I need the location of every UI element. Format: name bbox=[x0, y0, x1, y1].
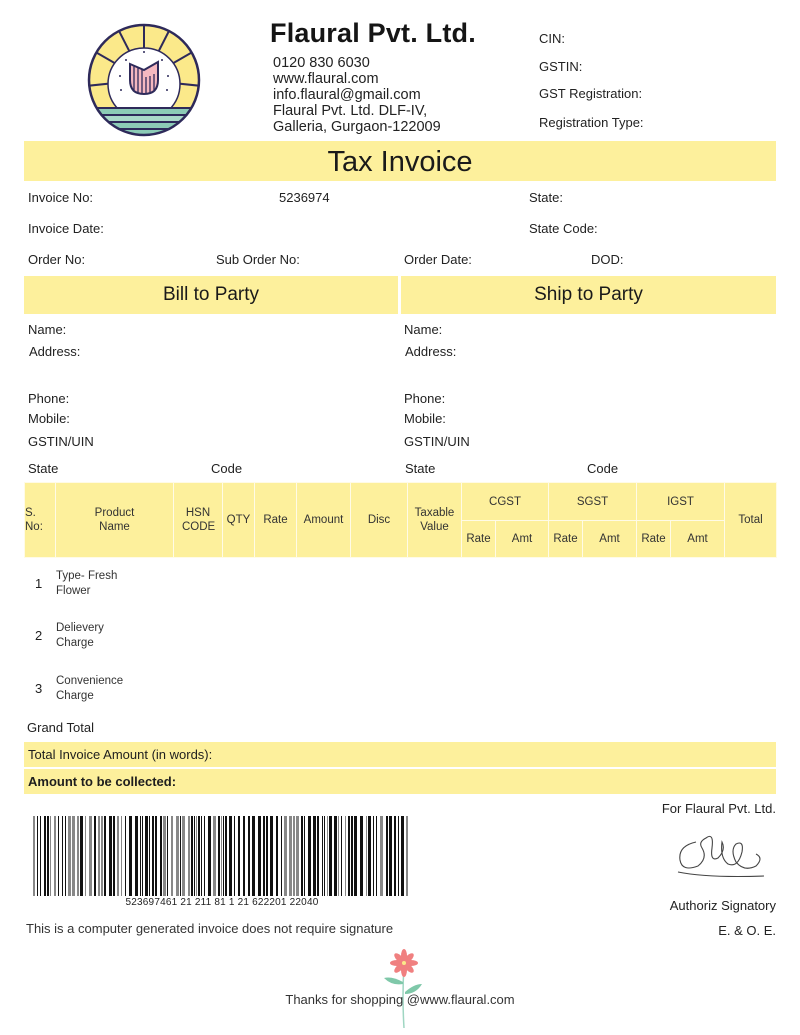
bill-gstin-label: GSTIN/UIN bbox=[28, 434, 94, 449]
bill-mobile-label: Mobile: bbox=[28, 411, 70, 426]
invoice-no-value: 5236974 bbox=[279, 190, 330, 205]
row-product-name: Convenience Charge bbox=[56, 675, 124, 702]
cin-label: CIN: bbox=[539, 31, 565, 46]
sub-order-no-label: Sub Order No: bbox=[216, 252, 300, 267]
company-logo bbox=[86, 22, 202, 138]
items-table-header bbox=[24, 482, 777, 558]
header-igst-amt: Amt bbox=[671, 521, 725, 558]
header-sgst: SGST bbox=[549, 483, 637, 521]
header-sno: S. No: bbox=[25, 483, 56, 558]
header-amount: Amount bbox=[297, 483, 351, 558]
bill-to-heading: Bill to Party bbox=[24, 276, 398, 314]
row-sno: 1 bbox=[35, 576, 43, 591]
state-code-label: State Code: bbox=[529, 221, 598, 236]
amount-to-collect-label: Amount to be collected: bbox=[28, 774, 177, 789]
header-hsn-code: HSN CODE bbox=[174, 483, 223, 558]
header-igst: IGST bbox=[637, 483, 725, 521]
signature bbox=[668, 828, 768, 883]
page-title: Tax Invoice bbox=[24, 141, 776, 181]
gst-registration-label: GST Registration: bbox=[539, 86, 643, 101]
header-disc: Disc bbox=[351, 483, 408, 558]
row-product-name: Delievery Charge bbox=[56, 622, 104, 649]
amount-in-words-label: Total Invoice Amount (in words): bbox=[28, 747, 213, 762]
company-email: info.flaural@gmail.com bbox=[273, 87, 421, 103]
company-name: Flaural Pvt. Ltd. bbox=[270, 18, 476, 48]
invoice-date-label: Invoice Date: bbox=[28, 221, 104, 236]
header-qty: QTY bbox=[223, 483, 255, 558]
eoe-label: E. & O. E. bbox=[718, 923, 776, 938]
barcode-number: 523697461 21 211 81 1 21 622201 22040 bbox=[125, 897, 319, 908]
ship-name-label: Name: bbox=[404, 322, 443, 337]
barcode bbox=[33, 816, 411, 896]
invoice-no-label: Invoice No: bbox=[28, 190, 94, 205]
gstin-label: GSTIN: bbox=[539, 59, 583, 74]
header-cgst-amt: Amt bbox=[496, 521, 549, 558]
row-sno: 2 bbox=[35, 628, 43, 643]
ship-to-heading: Ship to Party bbox=[401, 276, 776, 314]
flower-icon bbox=[382, 946, 426, 1030]
ship-phone-label: Phone: bbox=[404, 391, 446, 406]
ship-mobile-label: Mobile: bbox=[404, 411, 446, 426]
ship-code-label: Code bbox=[587, 461, 619, 476]
bill-phone-label: Phone: bbox=[28, 391, 70, 406]
order-date-label: Order Date: bbox=[404, 252, 472, 267]
for-company-label: For Flaural Pvt. Ltd. bbox=[661, 801, 776, 816]
row-product-name: Type- Fresh Flower bbox=[56, 570, 118, 597]
bill-state-label: State bbox=[28, 461, 59, 476]
header-taxable-value: Taxable Value bbox=[408, 483, 462, 558]
header-total: Total bbox=[725, 483, 777, 558]
company-contact bbox=[273, 55, 441, 135]
company-website: www.flaural.com bbox=[273, 71, 379, 87]
company-phone: 0120 830 6030 bbox=[273, 55, 370, 71]
registration-type-label: Registration Type: bbox=[539, 115, 644, 130]
disclaimer-text: This is a computer generated invoice does not require signature bbox=[26, 921, 394, 936]
amount-in-words-band bbox=[24, 742, 776, 767]
bill-name-label: Name: bbox=[28, 322, 67, 337]
row-sno: 3 bbox=[35, 681, 43, 696]
ship-address-label: Address: bbox=[405, 344, 457, 359]
signature-icon bbox=[668, 828, 768, 883]
company-address-line1: Flaural Pvt. Ltd. DLF-IV, bbox=[273, 103, 428, 119]
header-cgst-rate: Rate bbox=[462, 521, 496, 558]
header-sgst-amt: Amt bbox=[583, 521, 637, 558]
flower-sun-logo-icon bbox=[86, 22, 202, 138]
order-no-label: Order No: bbox=[28, 252, 86, 267]
dod-label: DOD: bbox=[591, 252, 624, 267]
barcode-icon bbox=[33, 816, 411, 896]
state-label: State: bbox=[529, 190, 563, 205]
amount-to-collect-band bbox=[24, 769, 776, 794]
header-sgst-rate: Rate bbox=[549, 521, 583, 558]
bill-code-label: Code bbox=[211, 461, 243, 476]
thanks-message: Thanks for shopping @www.flaural.com bbox=[285, 992, 515, 1007]
company-address-line2: Galleria, Gurgaon-122009 bbox=[273, 119, 441, 135]
header-cgst: CGST bbox=[462, 483, 549, 521]
bill-address-label: Address: bbox=[29, 344, 81, 359]
authorized-signatory-label: Authoriz Signatory bbox=[669, 898, 776, 913]
header-rate: Rate bbox=[255, 483, 297, 558]
header-product-name: Product Name bbox=[56, 483, 174, 558]
header-igst-rate: Rate bbox=[637, 521, 671, 558]
ship-gstin-label: GSTIN/UIN bbox=[404, 434, 470, 449]
grand-total-label: Grand Total bbox=[27, 720, 94, 735]
flower-decoration bbox=[382, 946, 426, 1030]
ship-state-label: State bbox=[405, 461, 436, 476]
